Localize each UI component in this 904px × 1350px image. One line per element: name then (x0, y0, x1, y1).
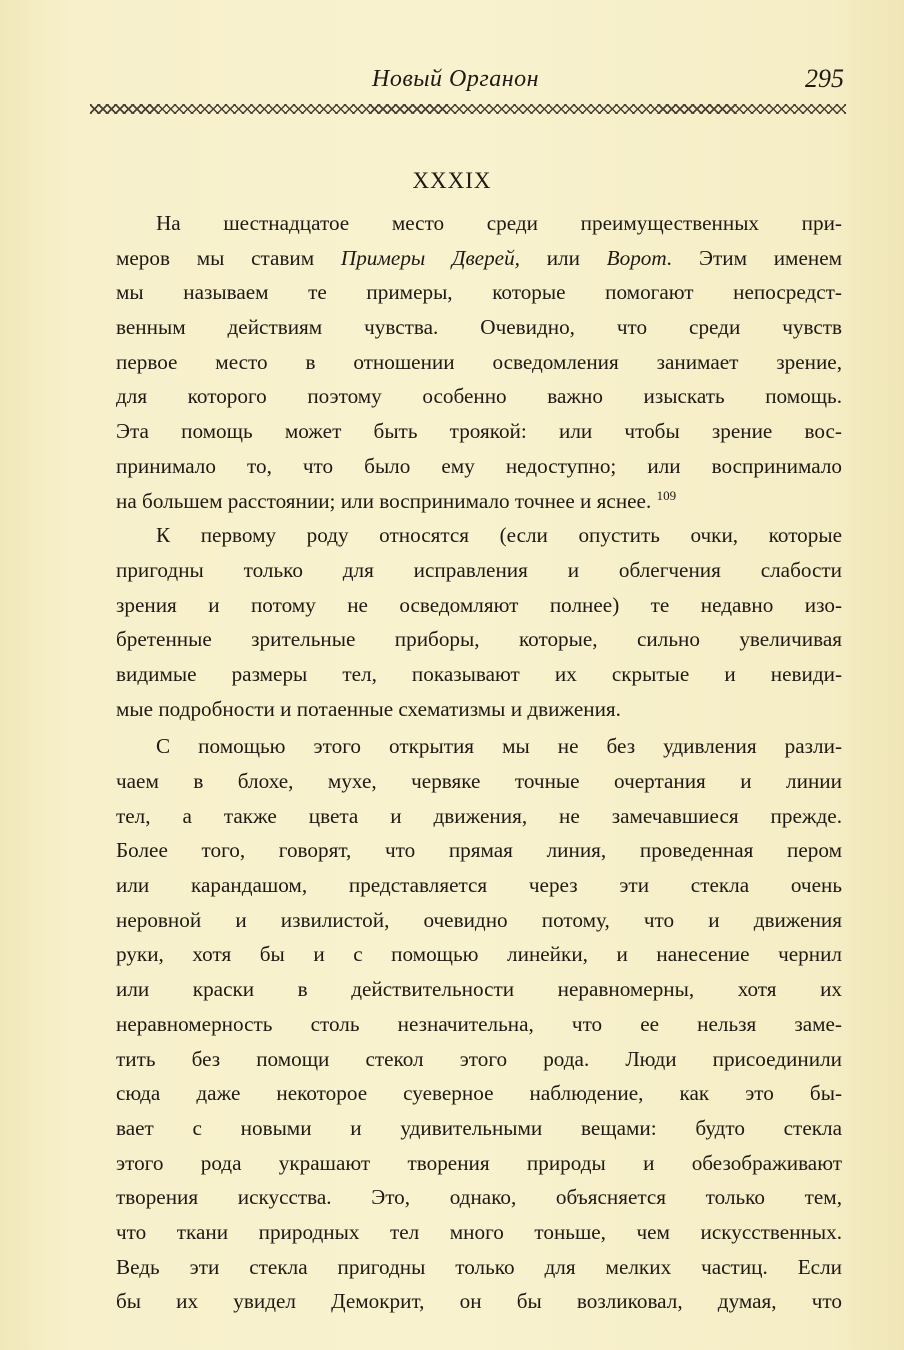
text-line: тить без помощи стекол этого рода. Люди присоединили (116, 1046, 842, 1071)
text-line: мые подробности и потаенные схематизмы и движения. (116, 696, 621, 721)
text-fragment: на большем расстоянии; или воспринимало точнее и яснее. (116, 488, 652, 513)
text-line: неравномерность столь незначительна, что ее нельзя заме- (116, 1011, 842, 1036)
text-line: руки, хотя бы и с помощью линейки, и нанесение чернил (116, 942, 842, 967)
text-fragment: меров мы ставим (116, 245, 341, 270)
italic-term: Примеры Дверей, (340, 245, 520, 270)
text-line: вает с новыми и удивительными вещами: будто стекла (116, 1115, 842, 1140)
text-line: зрения и потому не осведомляют полнее) те недавно изо- (116, 592, 842, 617)
text-line: чаем в блохе, мухе, червяке точные очертания и линии (116, 769, 842, 793)
text-line: мы называем те примеры, которые помогают непосредст- (116, 280, 842, 305)
text-line: тел, а также цвета и движения, не замечавшиеся прежде. (116, 803, 842, 828)
text-line: творения искусства. Это, однако, объясняется только тем, (116, 1185, 842, 1210)
text-line: Эта помощь может быть троякой: или чтобы зрение вос- (116, 419, 842, 444)
italic-term: Ворот. (606, 245, 673, 270)
text-line: бы их увидел Демокрит, он бы возликовал, думая, что (116, 1289, 842, 1314)
text-fragment: или (519, 245, 607, 270)
body-text (116, 206, 842, 1319)
text-line: или карандашом, представляется через эти стекла очень (116, 873, 842, 898)
text-line: видимые размеры тел, показывают их скрытые и невиди- (116, 661, 842, 686)
text-line: На шестнадцатое место среди преимущественных при- (156, 211, 842, 235)
text-line: Ведь эти стекла пригодны только для мелких частиц. Если (116, 1254, 842, 1279)
text-line-with-italics (116, 241, 842, 276)
running-title: Новый Органон (372, 66, 540, 92)
header-ornament-rule (90, 104, 846, 114)
text-line: первое место в отношении осведомления занимает зрение, (116, 349, 842, 374)
text-line: что ткани природных тел много тоньше, чем искусственных. (116, 1219, 842, 1244)
page-number: 295 (805, 64, 844, 93)
page-header (90, 64, 844, 104)
text-line: С помощью этого открытия мы не без удивления разли- (156, 734, 842, 759)
text-line: этого рода украшают творения природы и обезображивают (116, 1150, 842, 1175)
footnote-marker[interactable]: 109 (656, 487, 677, 503)
text-line: Более того, говорят, что прямая линия, проведенная пером (116, 838, 842, 863)
text-fragment: Этим именем (672, 245, 843, 270)
text-line: пригодны только для исправления и облегчения слабости (116, 557, 842, 582)
text-line: или краски в действительности неравномерны, хотя их (116, 977, 842, 1002)
text-line-with-footnote (116, 484, 842, 519)
chapter-number: XXXIX (412, 168, 492, 193)
text-line: сюда даже некоторое суеверное наблюдение, как это бы- (116, 1081, 842, 1106)
text-line: венным действиям чувства. Очевидно, что среди чувств (116, 315, 842, 340)
text-line: для которого поэтому особенно важно изыскать помощь. (116, 384, 842, 409)
text-line: бретенные зрительные приборы, которые, сильно увеличивая (116, 627, 842, 652)
text-line: неровной и извилистой, очевидно потому, что и движения (116, 907, 842, 932)
text-line: К первому роду относятся (если опустить очки, которые (156, 523, 842, 548)
text-line: принимало то, что было ему недоступно; или воспринимало (116, 453, 842, 478)
